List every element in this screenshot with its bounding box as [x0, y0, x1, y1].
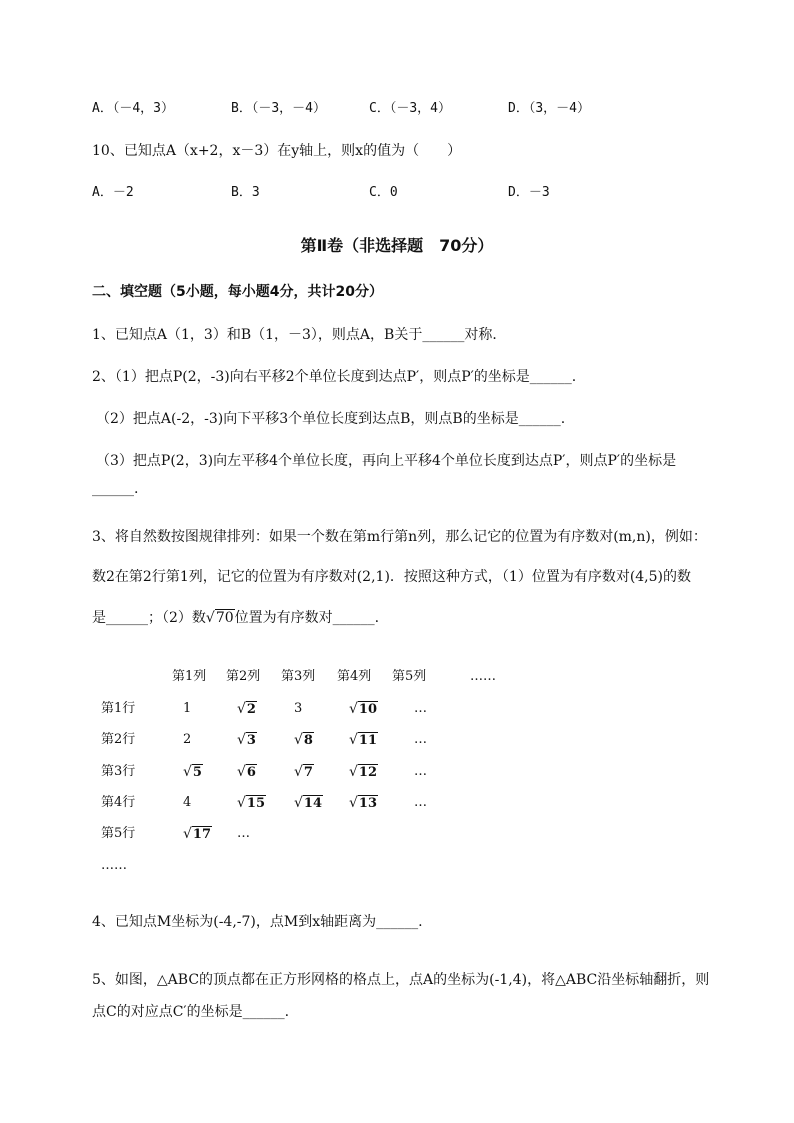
q2-part1: 2、（1）把点P(2，-3)向右平移2个单位长度到达点P′，则点P′的坐标是______.	[92, 369, 577, 385]
row-header: 第5行	[101, 826, 136, 841]
q10-option-b: B．3	[231, 185, 260, 200]
table-cell: …	[414, 701, 427, 716]
q9-option-b: B．（－3，－4）	[231, 101, 326, 116]
q10-option-d: D．－3	[508, 185, 550, 200]
col-header: 第2列	[226, 669, 261, 684]
q10-stem: 10、已知点A（x+2，x－3）在y轴上，则x的值为（ ）	[92, 143, 462, 159]
row-header: 第4行	[101, 795, 136, 810]
table-cell-sqrt: √14	[294, 795, 323, 811]
row-header: 第1行	[101, 701, 136, 716]
table-cell-sqrt: √12	[349, 764, 378, 780]
part2-title: 第Ⅱ卷（非选择题 70分）	[300, 236, 494, 255]
q2-part3: （3）把点P(2，3)向左平移4个单位长度，再向上平移4个单位长度到达点P′，则点P′的坐标是	[96, 453, 677, 469]
q2-part3-blank: ______.	[92, 481, 139, 497]
section2-header: 二、填空题（5小题，每小题4分，共计20分）	[92, 284, 383, 300]
table-cell-sqrt: √2	[237, 701, 256, 717]
table-cell-sqrt: √8	[294, 732, 313, 748]
q4-text: 4、已知点M坐标为(-4,-7)，点M到x轴距离为______.	[92, 914, 423, 930]
table-cell-sqrt: √11	[349, 732, 378, 748]
row-header: 第3行	[101, 764, 136, 779]
col-header: 第4列	[337, 669, 372, 684]
q3-radical: √70	[205, 610, 234, 626]
q3-radicand: 70	[215, 610, 234, 626]
q3-line1: 3、将自然数按图规律排列：如果一个数在第m行第n列，那么记它的位置为有序数对(m,n)，例如：	[92, 529, 707, 545]
q9-option-a: A．（－4，3）	[92, 101, 174, 116]
table-cell-sqrt: √3	[237, 732, 256, 748]
q3-line3	[92, 608, 379, 628]
q10-option-c: C．0	[369, 185, 398, 200]
table-cell: 4	[183, 795, 192, 810]
table-cell-sqrt: √7	[294, 764, 313, 780]
q3-line3-prefix: 是______；（2）数	[92, 610, 206, 626]
q3-line3-suffix: 位置为有序数对______.	[234, 610, 380, 626]
table-cell-sqrt: √10	[349, 701, 378, 717]
col-header: 第3列	[281, 669, 316, 684]
q9-option-d: D．（3，－4）	[508, 101, 590, 116]
table-cell: …	[414, 795, 427, 810]
q3-line2: 数2在第2行第1列，记它的位置为有序数对(2,1)．按照这种方式，（1）位置为有序数对(4,5)的数	[92, 569, 692, 585]
table-cell: …	[414, 732, 427, 747]
q10-option-a: A．－2	[92, 185, 134, 200]
table-cell-sqrt: √6	[237, 764, 256, 780]
q1-text: 1、已知点A（1，3）和B（1，－3），则点A，B关于______对称．	[92, 327, 507, 343]
col-header: ……	[470, 669, 496, 684]
table-cell: …	[237, 826, 250, 841]
table-cell-sqrt: √5	[183, 764, 202, 780]
row-header: ……	[101, 858, 127, 873]
q5-line1: 5、如图，△ABC的顶点都在正方形网格的格点上，点A的坐标为(-1,4)，将△ABC沿坐标轴翻折，则	[92, 972, 710, 988]
table-cell: 3	[294, 701, 303, 716]
table-cell: 1	[183, 701, 192, 716]
col-header: 第5列	[392, 669, 427, 684]
table-cell: …	[414, 764, 427, 779]
table-cell-sqrt: √17	[183, 826, 212, 842]
table-cell-sqrt: √13	[349, 795, 378, 811]
q9-option-c: C．（－3，4）	[369, 101, 451, 116]
q5-line2: 点C的对应点C′的坐标是______.	[92, 1004, 290, 1020]
q2-part2: （2）把点A(-2，-3)向下平移3个单位长度到达点B，则点B的坐标是______.	[96, 411, 566, 427]
col-header: 第1列	[172, 669, 207, 684]
row-header: 第2行	[101, 732, 136, 747]
table-cell-sqrt: √15	[237, 795, 266, 811]
table-cell: 2	[183, 732, 192, 747]
